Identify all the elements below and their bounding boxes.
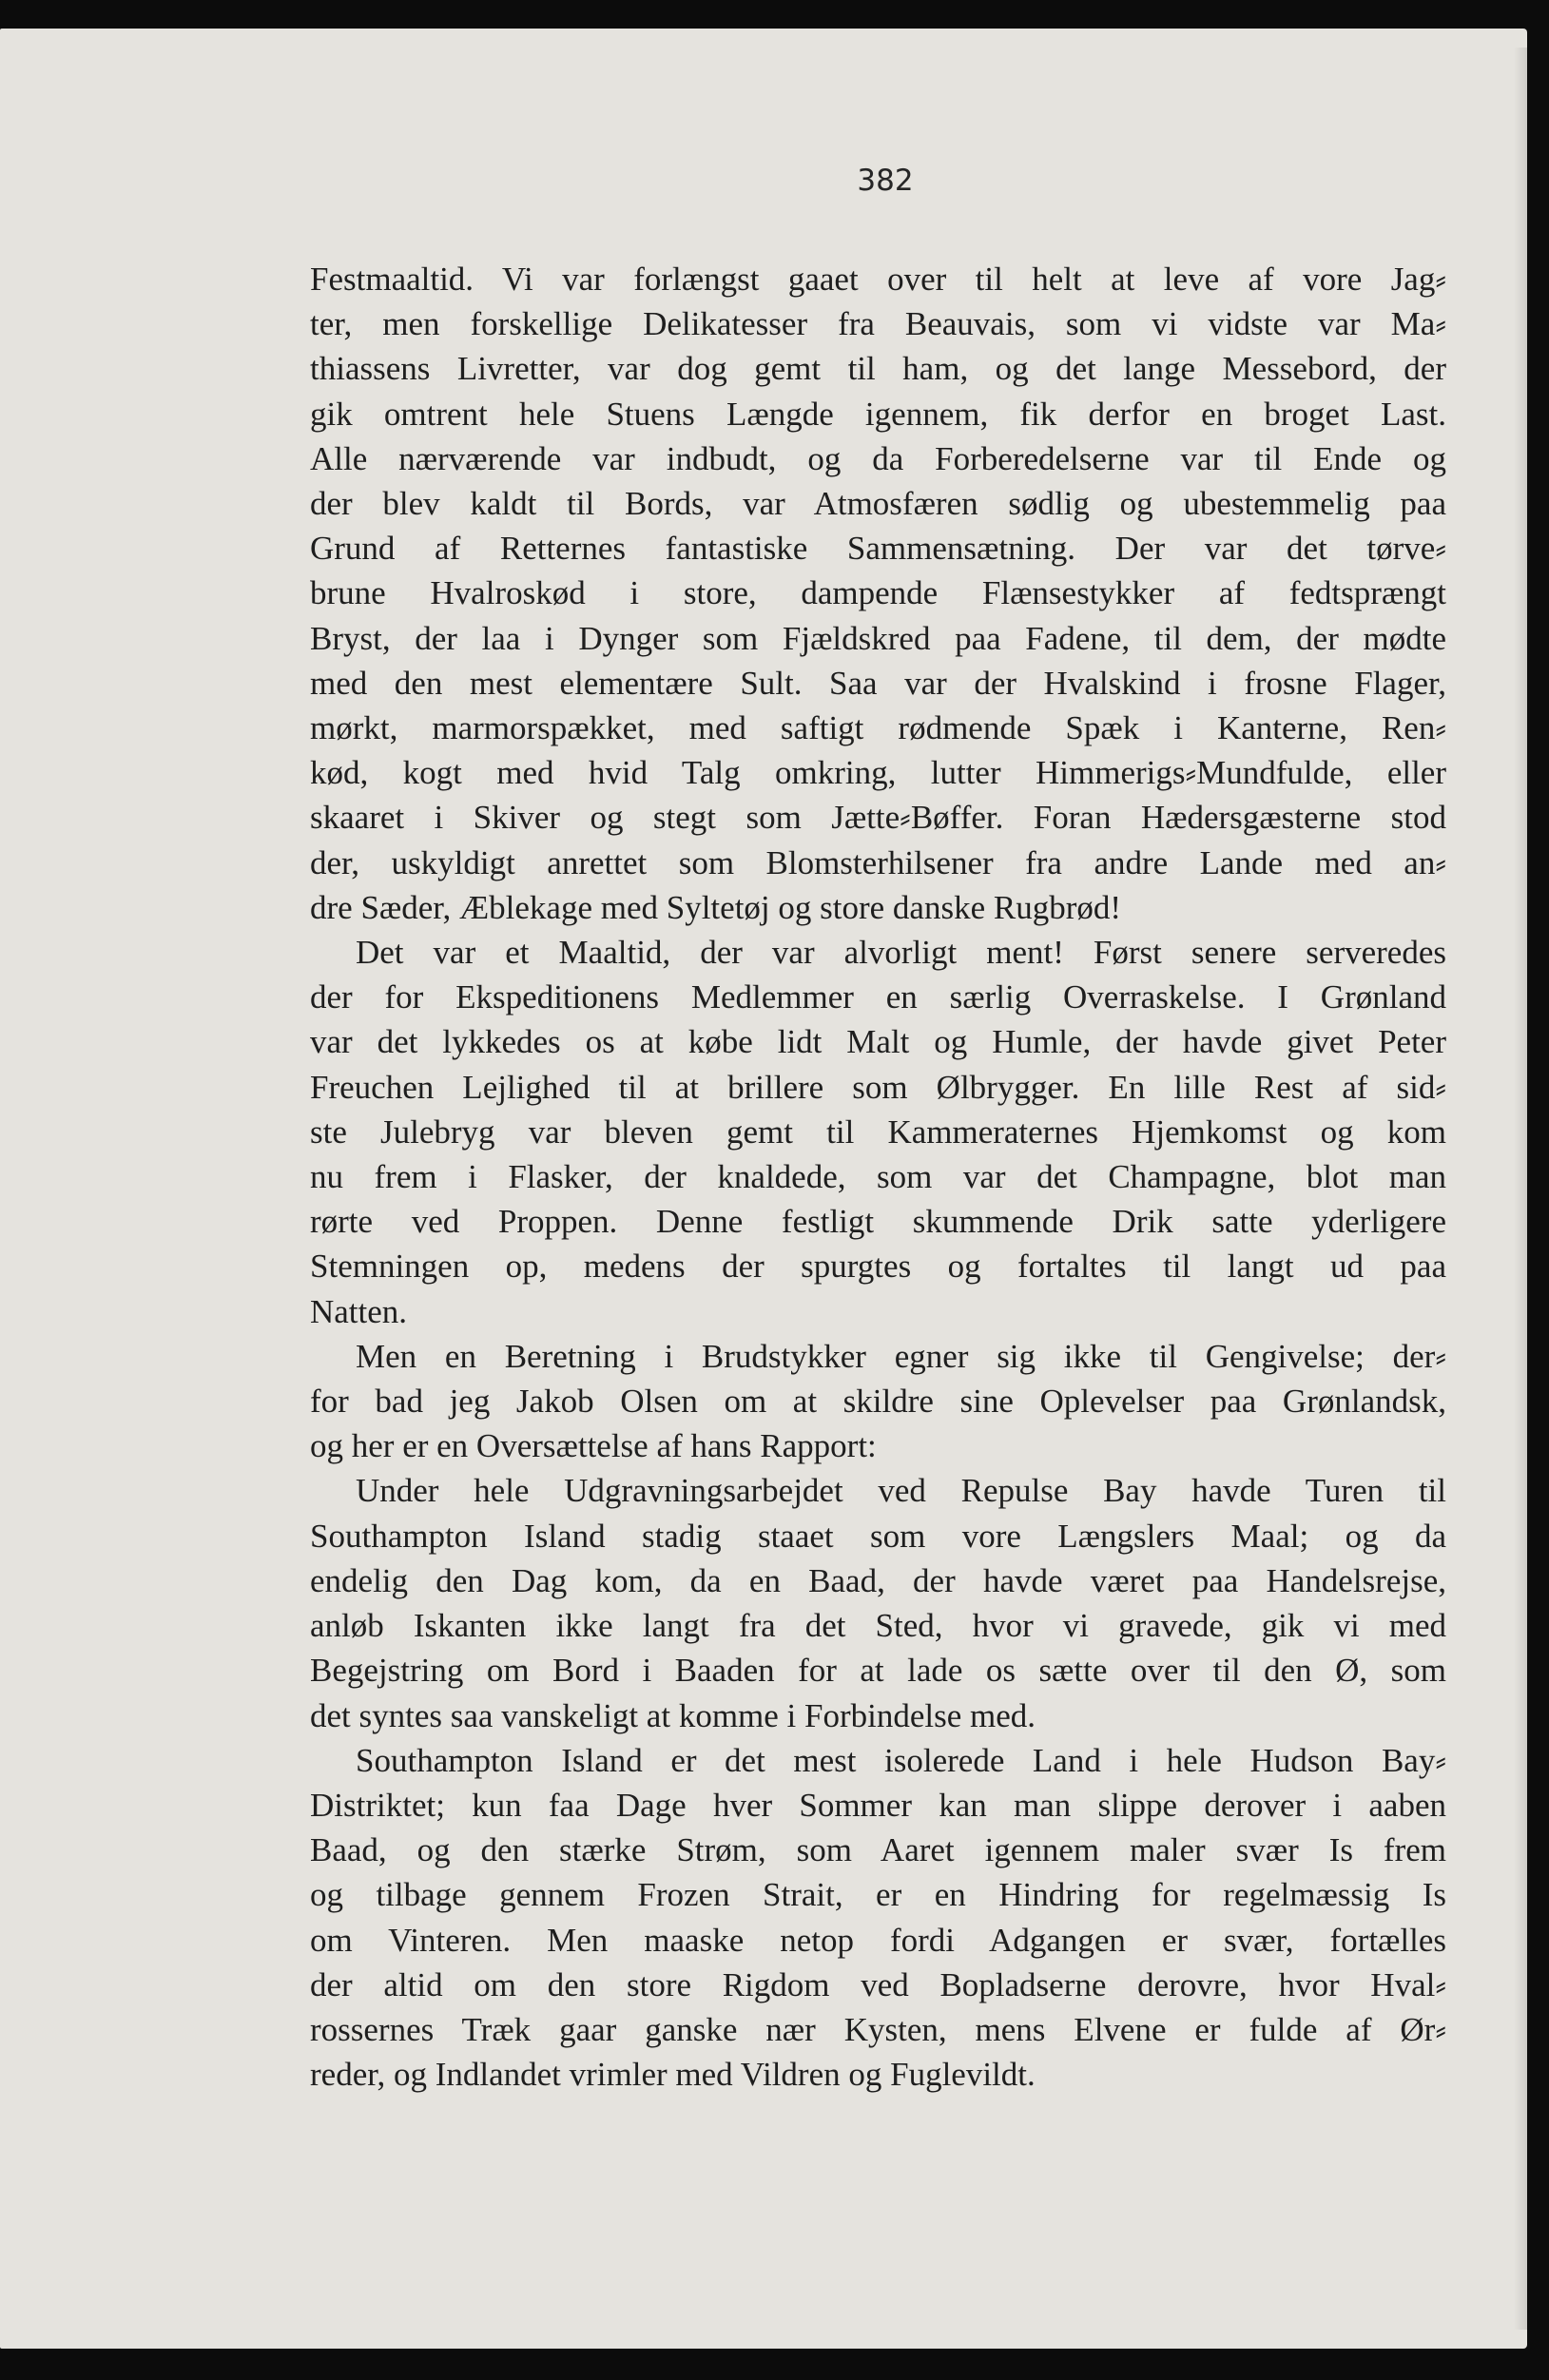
text-line: dre Sæder, Æblekage med Syltetøj og store danske Rugbrød! (310, 888, 1122, 926)
text-line: med den mest elementære Sult. Saa var der Hvalskind i frosne Flager, (310, 664, 1446, 702)
text-line: Festmaaltid. Vi var forlængst gaaet over til helt at leve af vore Jag⸗ (310, 261, 1446, 298)
text-line: endelig den Dag kom, da en Baad, der havde været paa Handelsrejse, (310, 1561, 1446, 1599)
text-line: rossernes Træk gaar ganske nær Kysten, mens Elvene er fulde af Ør⸗ (310, 2010, 1446, 2048)
text-line: skaaret i Skiver og stegt som Jætte⸗Bøffer. Foran Hædersgæsterne stod (310, 799, 1446, 837)
text-line: thiassens Livretter, var dog gemt til ham, og det lange Messebord, der (310, 350, 1446, 388)
text-line: for bad jeg Jakob Olsen om at skildre sine Oplevelser paa Grønlandsk, (310, 1383, 1446, 1421)
text-line: Stemningen op, medens der spurgtes og fortaltes til langt ud paa (310, 1248, 1446, 1286)
page-number: 382 (857, 164, 914, 198)
text-line: og tilbage gennem Frozen Strait, er en Hindring for regelmæssig Is (310, 1876, 1446, 1914)
text-line: der blev kaldt til Bords, var Atmosfæren sødlig og ubestemmelig paa (310, 485, 1446, 523)
text-line: Under hele Udgravningsarbejdet ved Repulse Bay havde Turen til (356, 1472, 1446, 1510)
text-line: ste Julebryg var bleven gemt til Kammeraternes Hjemkomst og kom (310, 1113, 1446, 1151)
text-line: Distriktet; kun faa Dage hver Sommer kan man slippe derover i aaben (310, 1786, 1446, 1824)
text-line: mørkt, marmorspækket, med saftigt rødmende Spæk i Kanterne, Ren⸗ (310, 709, 1446, 747)
text-line: Alle nærværende var indbudt, og da Forberedelserne var til Ende og (310, 439, 1446, 477)
text-line: Begejstring om Bord i Baaden for at lade os sætte over til den Ø, som (310, 1652, 1446, 1690)
text-line: Southampton Island stadig staaet som vore Længslers Maal; og da (310, 1517, 1446, 1555)
text-line: der, uskyldigt anrettet som Blomsterhilsener fra andre Lande med an⸗ (310, 843, 1446, 881)
text-line: reder, og Indlandet vrimler med Vildren og Fuglevildt. (310, 2056, 1036, 2094)
text-line: Southampton Island er det mest isolerede Land i hele Hudson Bay⸗ (356, 1741, 1446, 1779)
text-line: var det lykkedes os at købe lidt Malt og Humle, der havde givet Peter (310, 1023, 1446, 1061)
text-line: om Vinteren. Men maaske netop fordi Adgangen er svær, fortælles (310, 1921, 1446, 1959)
text-line: ter, men forskellige Delikatesser fra Beauvais, som vi vidste var Ma⸗ (310, 305, 1446, 343)
text-line: Natten. (310, 1292, 408, 1330)
text-line: der for Ekspeditionens Medlemmer en særlig Overraskelse. I Grønland (310, 978, 1446, 1016)
text-line: kød, kogt med hvid Talg omkring, lutter Himmerigs⸗Mundfulde, eller (310, 754, 1446, 792)
text-line: Baad, og den stærke Strøm, som Aaret igennem maler svær Is frem (310, 1831, 1446, 1869)
text-line: Grund af Retternes fantastiske Sammensætning. Der var det tørve⸗ (310, 530, 1446, 568)
text-line: rørte ved Proppen. Denne festligt skummende Drik satte yderligere (310, 1203, 1446, 1241)
text-line: nu frem i Flasker, der knaldede, som var det Champagne, blot man (310, 1158, 1446, 1196)
text-line: Men en Beretning i Brudstykker egner sig ikke til Gengivelse; der⸗ (356, 1337, 1446, 1375)
text-line: og her er en Oversættelse af hans Rapport: (310, 1427, 877, 1465)
text-line: der altid om den store Rigdom ved Bopladserne derovre, hvor Hval⸗ (310, 1965, 1446, 2003)
text-line: Bryst, der laa i Dynger som Fjældskred paa Fadene, til dem, der mødte (310, 619, 1446, 657)
text-line: anløb Iskanten ikke langt fra det Sted, hvor vi gravede, gik vi med (310, 1607, 1446, 1645)
text-line: gik omtrent hele Stuens Længde igennem, fik derfor en broget Last. (310, 395, 1446, 433)
text-line: Det var et Maaltid, der var alvorligt ment! Først senere serveredes (356, 934, 1446, 972)
text-line: Freuchen Lejlighed til at brillere som Ølbrygger. En lille Rest af sid⸗ (310, 1068, 1446, 1106)
body-text (310, 257, 1446, 2097)
text-line: brune Hvalroskød i store, dampende Flænsestykker af fedtsprængt (310, 574, 1446, 612)
text-line: det syntes saa vanskeligt at komme i Forbindelse med. (310, 1696, 1036, 1734)
